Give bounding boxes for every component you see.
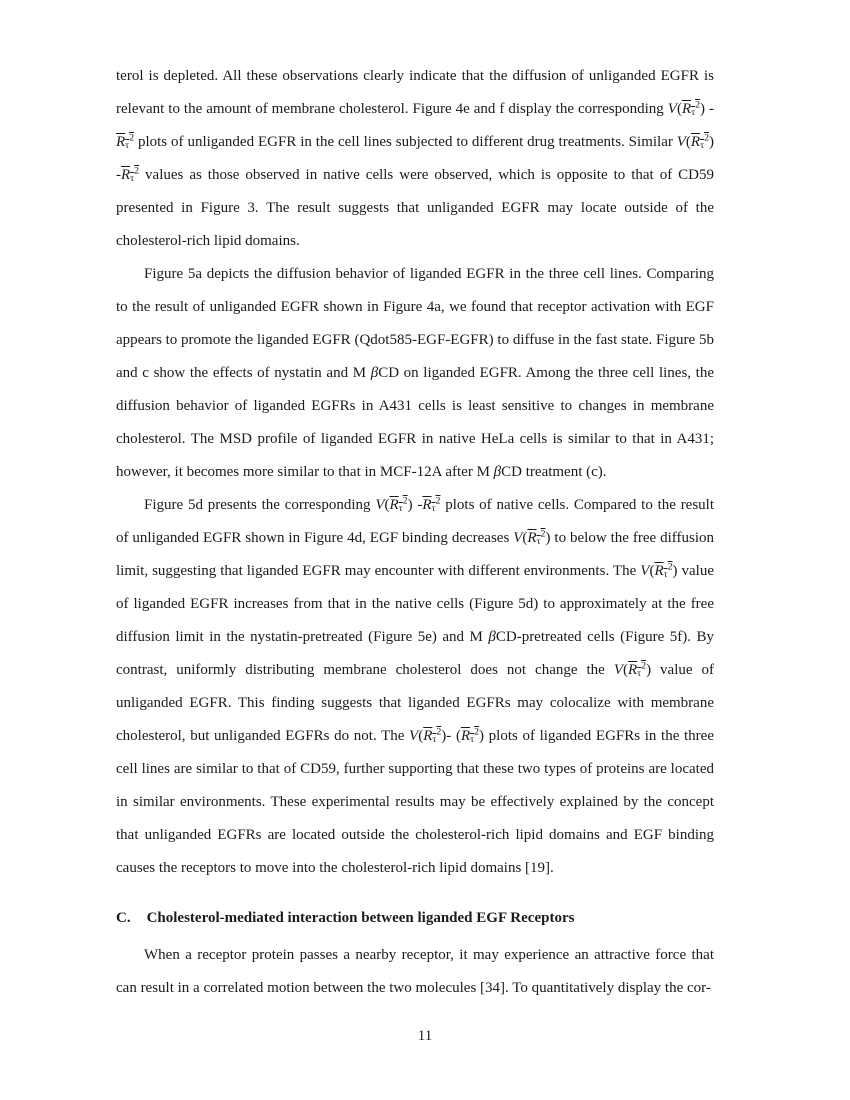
math-overline-R-tau-squared: $R_\tau^2$ (527, 528, 546, 547)
math-overline-R-tau-squared: $R_\tau^2$ (389, 495, 408, 514)
section-heading (116, 902, 714, 935)
math-V: V (667, 101, 677, 117)
page-body (116, 60, 714, 1005)
math-V: V (613, 662, 623, 678)
math-overline-R-tau-squared: $R_\tau^2$ (121, 165, 140, 184)
paragraph-4: When a receptor protein passes a nearby receptor, it may experience an attractive force that can result in a correlated motion between the two molecules [34]. To quantitatively display the cor- (116, 947, 714, 996)
page-number: 11 (417, 1028, 433, 1044)
beta-symbol: β (488, 629, 496, 645)
math-overline-R-tau-squared: $R_\tau^2$ (116, 132, 135, 151)
math-overline-R-tau-squared: $R_\tau^2$ (654, 561, 673, 580)
paragraph-1: terol is depleted. All these observations clearly indicate that the diffusion of unliganded EGFR is relevant to the amount of membrane cholesterol. Figure 4e and f display the corresponding $V(R_\tau^2)$ $-R_\tau^2$ plots of unliganded EGFR in the cell lines subjected to different drug treatments. Similar $V(R_\tau^2)$ $-R_\tau^2$ values as those observed in native cells were observed, which is opposite to that of CD59 presented in Figure 3. The result suggests that unliganded EGFR may locate outside of the cholesterol-rich lipid domains. (116, 68, 714, 249)
math-V: V (513, 530, 523, 546)
math-overline-R-tau-squared: $R_\tau^2$ (627, 660, 647, 679)
math-overline-R-tau-squared: $R_\tau^2$ (690, 132, 709, 151)
section-label: C. (116, 910, 131, 926)
section-title: Cholesterol-mediated interaction between liganded EGF Receptors (146, 910, 575, 926)
math-V: V (375, 497, 385, 513)
math-V: V (640, 563, 650, 579)
math-overline-R-tau-squared: $R_\tau^2$ (460, 726, 480, 745)
math-overline-R-tau-squared: $R_\tau^2$ (422, 495, 441, 514)
paragraph-2: Figure 5a depicts the diffusion behavior of liganded EGFR in the three cell lines. Comparing to the result of unliganded EGFR shown in Figure 4a, we found that receptor activation with EGF appears to promote the liganded EGFR (Qdot585-EGF-EGFR) to diffuse in the fast state. Figure 5b and c show the effects of nystatin and M βCD on liganded EGFR. Among the three cell lines, the diffusion behavior of liganded EGFRs in A431 cells is least sensitive to changes in membrane cholesterol. The MSD profile of liganded EGFR in native HeLa cells is similar to that in A431; however, it becomes more similar to that in MCF-12A after M βCD treatment (c). (116, 266, 714, 480)
beta-symbol: β (493, 464, 502, 480)
paragraph-3: Figure 5d presents the corresponding $V(R_\tau^2)$ $-R_\tau^2$ plots of native cells. Compared to the result of unliganded EGFR shown in Figure 4d, EGF binding decreases $V(R_\tau^2)$ to below the free diffusion limit, suggesting that liganded EGFR may encounter with different environments. The $V(R_\tau^2)$ value of liganded EGFR increases from that in the native cells (Figure 5d) to approximately at the free diffusion limit in the nystatin-pretreated (Figure 5e) and M βCD-pretreated cells (Figure 5f). By contrast, uniformly distributing membrane cholesterol does not change the $V(R_\tau^2)$ value of unliganded EGFR. This finding suggests that liganded EGFRs may colocalize with membrane cholesterol, but unliganded EGFRs do not. The $V(R_\tau^2)-$ $(R_\tau^2)$ plots of liganded EGFRs in the three cell lines are similar to that of CD59, further supporting that these two types of proteins are located in similar environments. These experimental results may be effectively explained by the concept that unliganded EGFRs are located outside the cholesterol-rich lipid domains and EGF binding causes the receptors to move into the cholesterol-rich lipid domains [19]. (116, 495, 715, 876)
math-overline-R-tau-squared: $R_\tau^2$ (681, 99, 701, 118)
math-V: V (676, 134, 686, 150)
math-V: V (409, 728, 419, 744)
beta-symbol: β (370, 365, 379, 381)
math-overline-R-tau-squared: $R_\tau^2$ (423, 726, 442, 745)
